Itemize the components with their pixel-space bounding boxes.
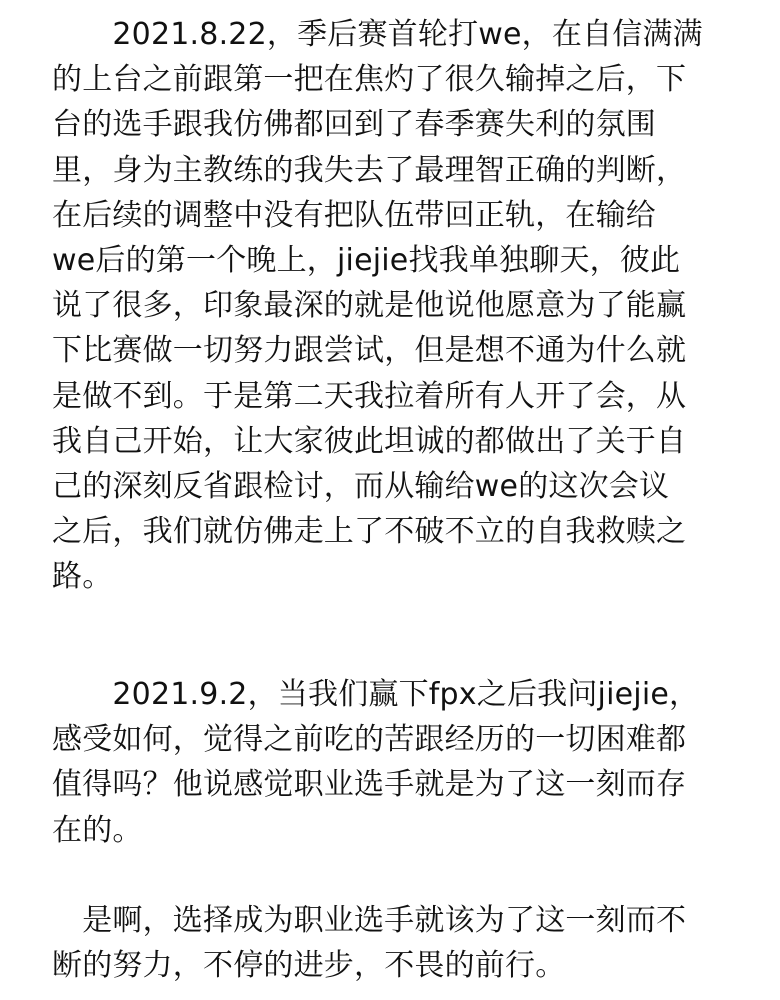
paragraph-3: 是啊，选择成为职业选手就该为了这一刻而不 断的努力，不停的进步，不畏的前行。 (52, 903, 687, 984)
paragraph-2: 2021.9.2，当我们赢下fpx之后我问jiejie， 感受如何，觉得之前吃的苦跟经历的一切困难都 值得吗？他说感觉职业选手就是为了这一刻而存 在的。 (52, 677, 700, 848)
paragraph-1: 2021.8.22，季后赛首轮打we，在自信满满 的上台之前跟第一把在焦灼了很久输掉之后，下 台的选手跟我仿佛都回到了春季赛失利的氛围 里，身为主教练的我失去了最理智正确的判断， 在后续的调整中没有把队伍带回正轨，在输给 we后的第一个晚上，jiejie找我单独聊天，彼此 说了很多，印象最深的就是他说他愿意为了能赢 下比赛做一切努力跟尝试，但是想不通为什么就 是做不到。于是第二天我拉着所有人开了会，从 我自己开始，让大家彼此坦诚的都做出了关于自 己的深刻反省跟检讨，而从输给we的这次会议 之后，我们就仿佛走上了不破不立的自我救赎之 路。 (52, 17, 703, 595)
